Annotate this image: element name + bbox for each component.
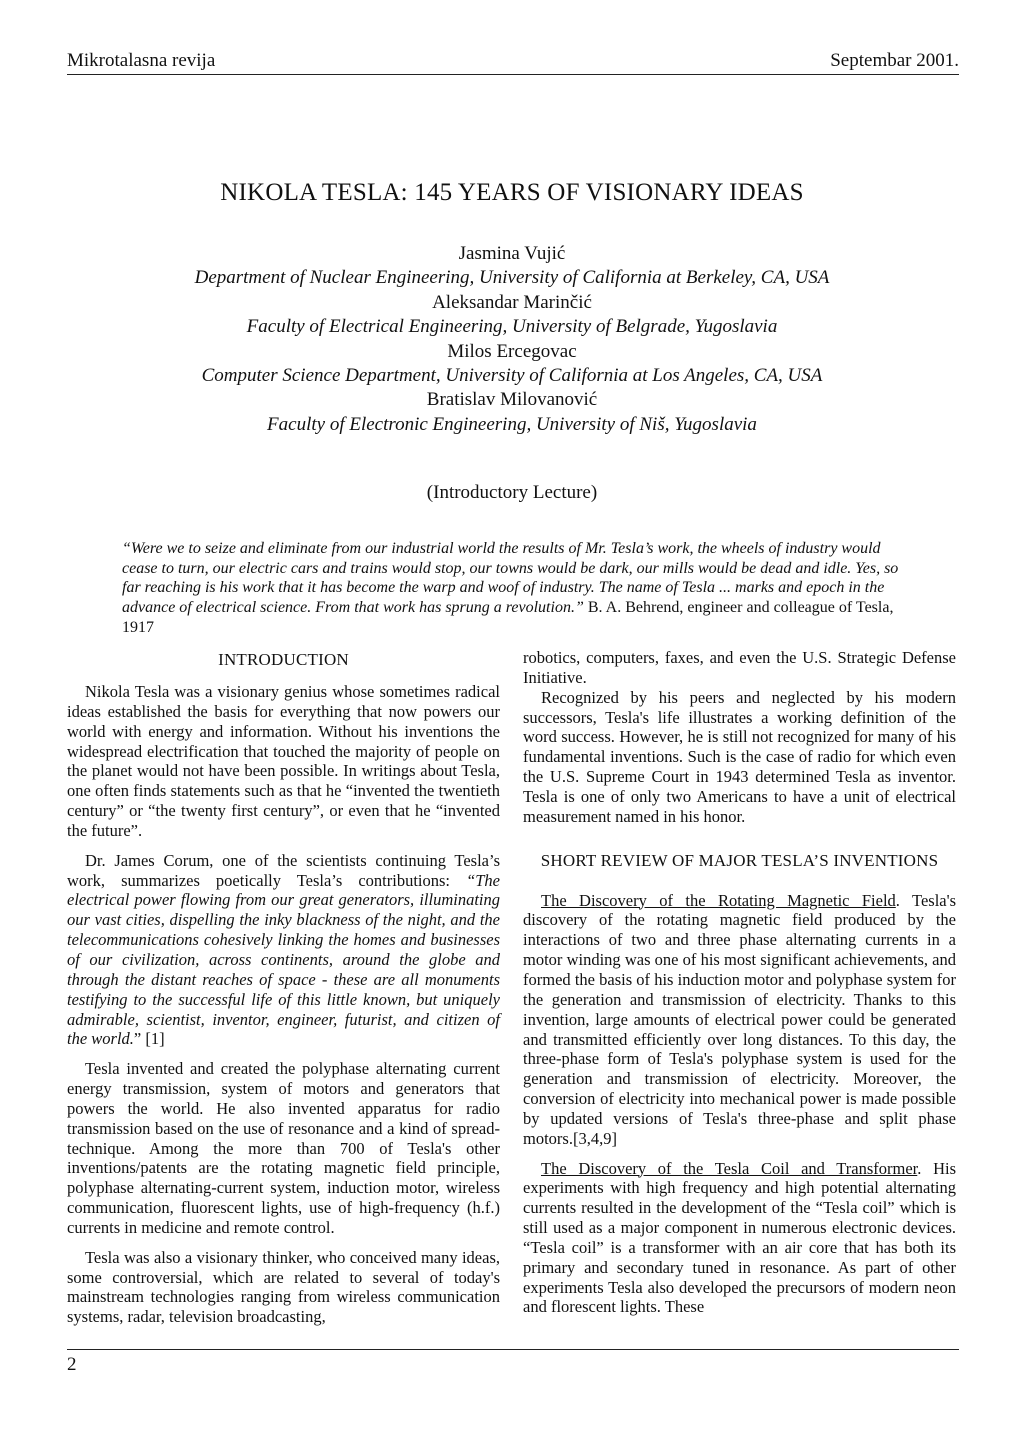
epigraph-quote: “Were we to seize and eliminate from our industrial world the results of Mr. Tesla’s work, the wheels of industry would cease to turn, our electric cars and trains would stop, our towns would be dark, our mills would be dead and idle. Yes, so far reaching is his work that it has become the warp and woof of industry. The name of Tesla ... marks and epoch in the advance of electrical science. From that work has sprung a revolution.”	[122, 540, 899, 617]
paragraph	[523, 1159, 956, 1318]
paragraph-text: . Tesla's discovery of the rotating magnetic field produced by the interactions of two and three phase alternating currents in a motor winding was one of his most significant achievements, and formed the basis of his induction motor and polyphase system for the generation and transmission of electricity. Thanks to this invention, large amounts of electrical power could be generated and transmitted efficiently over long distances. To this day, the three-phase form of Tesla's polyphase system is used for the generation and transmission of electricity. Moreover, the conversion of electricity into mechanical power is made possible by updated versions of Tesla's three-phase and split phase motors.[3,4,9]	[523, 890, 956, 1148]
section-heading-review: SHORT REVIEW OF MAJOR TESLA’S INVENTIONS	[540, 850, 939, 870]
author-name: Aleksandar Marinčić	[432, 291, 592, 313]
author-affiliation: Faculty of Electronic Engineering, University of Niš, Yugoslavia	[267, 413, 757, 435]
footer-rule	[67, 1349, 959, 1350]
paragraph-continued: robotics, computers, faxes, and even the U.S. Strategic Defense Initiative.	[523, 648, 956, 687]
subsection-title: The Discovery of the Rotating Magnetic Field	[541, 890, 896, 910]
author-block	[60, 242, 964, 437]
paragraph-text: Dr. James Corum, one of the scientists continuing Tesla’s work, summarizes poetically Tesla’s contributions:	[67, 850, 500, 890]
paper-title: NIKOLA TESLA: 145 YEARS OF VISIONARY IDEAS	[220, 179, 804, 206]
citation: ” [1]	[133, 1029, 165, 1049]
paragraph	[523, 891, 956, 1149]
author-affiliation: Faculty of Electrical Engineering, University of Belgrade, Yugoslavia	[246, 316, 778, 338]
epigraph	[122, 539, 902, 638]
subsection-title: The Discovery of the Tesla Coil and Transformer	[541, 1158, 918, 1178]
paragraph: Nikola Tesla was a visionary genius whose sometimes radical ideas established the basis for everything that now powers our world with energy and information. Without his inventions the widespread electrification that touched the majority of people on the planet would not have been possible. In writings about Tesla, one often finds statements such as that he “invented the twentieth century” or “the twenty first century”, or even that he “invented the future”.	[67, 682, 500, 840]
author-name: Bratislav Milovanović	[426, 389, 598, 411]
paragraph: Tesla invented and created the polyphase alternating current energy transmission, system of motors and generators that powers the world. He also invented apparatus for radio transmission based on the use of resonance and a kind of spread-technique. Among the more than 700 of Tesla's other inventions/patents are the rotating magnetic field principle, polyphase alternating-current system, induction motor, wireless communication, fluorescent lights, use of high-frequency (h.f.) currents in medicine and remote control.	[67, 1059, 500, 1237]
lecture-type: (Introductory Lecture)	[426, 482, 598, 503]
author-name: Jasmina Vujić	[458, 243, 566, 264]
issue-date: Septembar 2001.	[830, 50, 959, 71]
paragraph-text: . His experiments with high frequency and high potential alternating currents resulted in the development of the “Tesla coil” which is still used as a major component in numerous electronic devices. “Tesla coil” is a transformer with an air core that has both its primary and secondary tuned in resonance. As part of other experiments Tesla also developed the precursors of modern neon and florescent lights. These	[523, 1158, 956, 1317]
page-number: 2	[67, 1354, 77, 1375]
journal-name: Mikrotalasna revija	[67, 50, 216, 71]
section-heading-introduction: INTRODUCTION	[218, 650, 349, 669]
paragraph: Tesla was also a visionary thinker, who conceived many ideas, some controversial, which are related to several of today's mainstream technologies ranging from wireless communication systems, radar, television broadcasting,	[67, 1247, 500, 1327]
author-name: Milos Ercegovac	[447, 340, 577, 362]
corum-quote: “The electrical power flowing from our great generators, illuminating our vast cities, dispelling the inky blackness of the night, and the telecommunications cohesively linking the homes and businesses of our civilization, across continents, around the globe and through the distant reaches of space - these are all monuments testifying to the successful life of this little known, but uniquely admirable, scientist, inventor, engineer, futurist, and citizen of the world.	[67, 870, 500, 1049]
right-column	[523, 648, 956, 1317]
left-column	[67, 648, 500, 1327]
paragraph: Recognized by his peers and neglected by his modern successors, Tesla's life illustrates a working definition of the word success. However, he is still not recognized for many of his fundamental inventions. Such is the case of radio for which even the U.S. Supreme Court in 1943 determined Tesla as inventor. Tesla is one of only two Americans to have a unit of electrical measurement named in his honor.	[523, 687, 956, 826]
running-header	[67, 50, 959, 75]
author-affiliation: Department of Nuclear Engineering, University of California at Berkeley, CA, USA	[194, 267, 830, 289]
author-affiliation: Computer Science Department, University of California at Los Angeles, CA, USA	[201, 365, 823, 387]
paragraph	[67, 851, 500, 1049]
epigraph-attribution: B. A. Behrend, engineer and colleague of Tesla, 1917	[122, 599, 894, 636]
